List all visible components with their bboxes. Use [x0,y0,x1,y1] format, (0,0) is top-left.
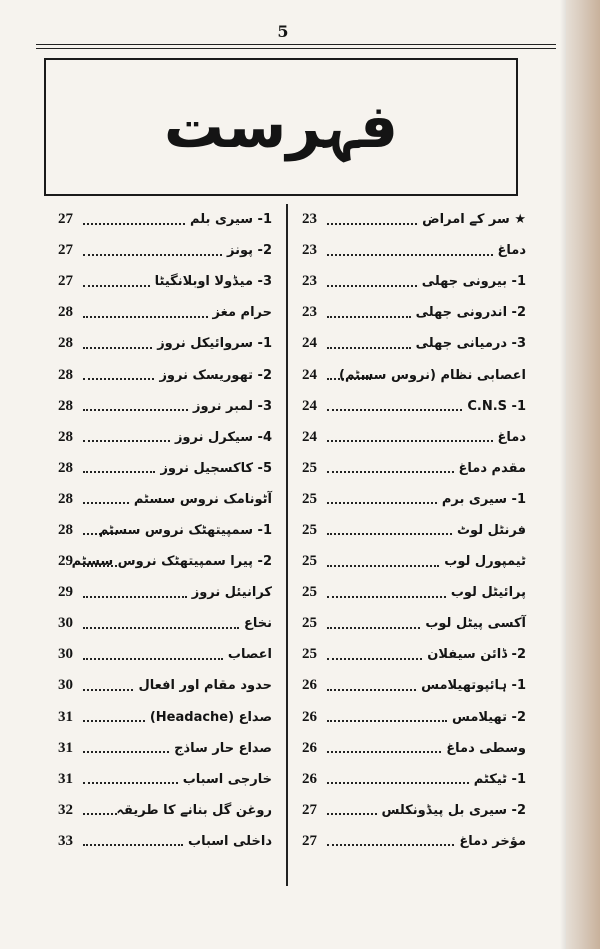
toc-entry-title: دماغ [497,243,526,259]
toc-page-number: 23 [302,242,317,259]
toc-entry [58,515,272,546]
toc-entry [58,297,272,328]
toc-entry [58,764,272,795]
toc-entry [302,328,526,359]
toc-entry-title: 1- ٹیکٹم [473,771,526,787]
toc-page-number: 23 [302,273,317,290]
toc-entry [58,639,272,670]
dot-leader [83,813,117,815]
toc-page-number: 23 [302,304,317,321]
toc-entry-title: صداع (Headache) [149,709,272,725]
dot-leader [83,347,152,349]
toc-entry-title: حرام مغز [212,305,272,321]
toc-page-number: 30 [58,615,73,632]
toc-entry [58,546,272,577]
toc-entry [58,702,272,733]
dot-leader [327,223,417,225]
toc-entry-title: خارجی اسباب [182,771,272,787]
toc-entry-title: آٹونامک نروس سسٹم [133,491,272,507]
dot-leader [327,502,437,504]
dot-leader [327,471,454,473]
toc-page-number: 27 [58,242,73,259]
toc-entry [58,359,272,390]
page-title: فہرست [163,92,399,162]
dot-leader [327,813,377,815]
toc-entry-title: 2- اندرونی جھلی [415,305,526,321]
toc-page-number: 25 [302,553,317,570]
dot-leader [327,627,420,629]
toc-entry [302,639,526,670]
dot-leader [83,254,222,256]
toc-page-number: 26 [302,677,317,694]
toc-right-column [302,204,526,864]
dot-leader [327,254,493,256]
toc-page-number: 25 [302,490,317,507]
dot-leader [83,720,145,722]
toc-entry [302,702,526,733]
toc-entry [58,422,272,453]
toc-entry-title: 2- تھوریسک نروز [159,367,272,383]
toc-entry [302,235,526,266]
dot-leader [327,316,411,318]
toc-page-number: 28 [58,428,73,445]
top-rule [36,44,556,45]
toc-page-number: 26 [302,770,317,787]
toc-page-number: 24 [302,428,317,445]
toc-entry-title: 3- درمیانی جھلی [415,336,526,352]
top-rule-secondary [36,48,556,49]
toc-entry [302,670,526,701]
book-spine-edge [566,0,600,949]
toc-entry [302,577,526,608]
dot-leader [83,689,133,691]
toc-entry-title: داخلی اسباب [188,833,272,849]
page-shadow [560,0,566,949]
dot-leader [327,689,416,691]
dot-leader [83,223,185,225]
toc-entry-title: وسطی دماغ [446,740,526,756]
toc-entry [302,359,526,390]
toc-entry [58,266,272,297]
toc-entry-title: مقدم دماغ [458,460,526,476]
toc-entry [58,670,272,701]
toc-entry [302,764,526,795]
toc-entry-title: پرائیٹل لوب [450,585,526,601]
toc-entry-title: 2- پیرا سمپیتھٹک نروس سسٹم [71,554,272,570]
toc-page-number: 28 [58,521,73,538]
toc-page-number: 25 [302,615,317,632]
toc-page-number: 32 [58,801,73,818]
dot-leader [327,720,447,722]
toc-page-number: 25 [302,646,317,663]
toc-entry-title: ٹیمپورل لوب [444,554,526,570]
dot-leader [83,658,223,660]
toc-entry-title: 1- سروائیکل نروز [157,336,272,352]
toc-left-column [58,204,272,864]
toc-entry-title: 1- بیرونی جھلی [421,274,526,290]
toc-entry [58,484,272,515]
toc-page-number: 29 [58,584,73,601]
toc-page-number: 23 [302,211,317,228]
toc-entry-title: فرنٹل لوٹ [456,522,526,538]
toc-page-number: 26 [302,708,317,725]
toc-entry-title: آکسی پیٹل لوب [425,616,526,632]
toc-page-number: 31 [58,708,73,725]
toc-entry-title: 2- سیری بل پیڈونکلس [381,802,526,818]
toc-entry-title: 1- سیری بلم [190,212,272,228]
toc-entry-title: 2- پونز [227,243,272,259]
toc-page-number: 30 [58,646,73,663]
toc-entry [302,733,526,764]
dot-leader [83,285,150,287]
dot-leader [83,502,129,504]
toc-entry [302,297,526,328]
toc-page-number: 29 [58,553,73,570]
toc-entry [302,608,526,639]
toc-entry-title: 5- کاکسجیل نروز [160,460,272,476]
title-box [44,58,518,196]
dot-leader [83,627,239,629]
toc-entry-title: ★ سر کے امراض [422,212,526,228]
toc-entry-title: اعصاب [227,647,272,663]
toc-entry-title: اعصابی نظام (نروس سسٹم) [339,367,526,383]
toc-entry-title: روغن گل بنانے کا طریقہ [116,802,272,818]
toc-entry [302,391,526,422]
toc-page-number: 24 [302,397,317,414]
toc-page-number: 31 [58,739,73,756]
toc-page-number: 24 [302,366,317,383]
toc-page-number: 25 [302,521,317,538]
toc-entry [302,453,526,484]
toc-page-number: 27 [58,273,73,290]
toc-page-number: 27 [302,801,317,818]
toc-entry-title: 3- لمبر نروز [192,398,272,414]
toc-entry [302,422,526,453]
toc-entry [58,235,272,266]
dot-leader [83,471,155,473]
dot-leader [327,347,411,349]
toc-page-number: 26 [302,739,317,756]
toc-page-number: 28 [58,459,73,476]
dot-leader [83,782,178,784]
toc-page-number: 24 [302,335,317,352]
toc-entry-title: 1- سیری برم [441,491,526,507]
dot-leader [327,285,417,287]
dot-leader [83,409,188,411]
toc-page-number: 25 [302,584,317,601]
toc-entry-title: 1- سمپیتھٹک نروس سسٹم [98,522,272,538]
toc-entry [58,453,272,484]
toc-entry [58,608,272,639]
toc-entry-title: نخاع [243,616,272,632]
toc-entry-title: مؤخر دماغ [459,833,526,849]
dot-leader [327,440,493,442]
toc-entry-title: C.N.S -1 [467,398,526,414]
dot-leader [83,596,187,598]
toc-page-number: 33 [58,832,73,849]
toc-entry [58,826,272,857]
toc-entry [302,515,526,546]
toc-entry-title: 1- ہائپوتھیلامس [421,678,526,694]
toc-entry [58,795,272,826]
toc-page-number: 28 [58,335,73,352]
dot-leader [327,409,462,411]
toc-page-number: 25 [302,459,317,476]
dot-leader [83,844,183,846]
toc-entry [302,266,526,297]
toc-entry [58,577,272,608]
toc-entry [302,204,526,235]
toc-page-number: 28 [58,304,73,321]
toc-page-number: 31 [58,770,73,787]
toc-entry [58,391,272,422]
toc-entry [302,484,526,515]
dot-leader [327,844,454,846]
dot-leader [327,782,469,784]
toc-entry-title: کرانیئل نروز [191,585,272,601]
dot-leader [327,596,446,598]
dot-leader [327,565,439,567]
toc-page-number: 27 [302,832,317,849]
toc-entry-title: حدود مقام اور افعال [138,678,272,694]
dot-leader [327,533,452,535]
dot-leader [327,751,441,753]
toc-entry-title: 2- ڈائن سیفلان [427,647,526,663]
toc-entry [302,826,526,857]
toc-entry [302,795,526,826]
toc-page-number: 27 [58,211,73,228]
dot-leader [327,658,422,660]
dot-leader [83,440,170,442]
toc-page-number: 28 [58,490,73,507]
toc-entry [302,546,526,577]
toc-entry-title: دماغ [497,429,526,445]
toc-page-number: 28 [58,366,73,383]
toc-page-number: 30 [58,677,73,694]
toc-entry-title: صداع حار ساذج [174,740,272,756]
column-divider [286,204,288,886]
page-number: 5 [277,22,289,41]
dot-leader [83,751,169,753]
toc-entry-title: 4- سیکرل نروز [174,429,272,445]
dot-leader [83,378,154,380]
toc-entry [58,328,272,359]
toc-page-number: 28 [58,397,73,414]
toc-entry-title: 2- تھیلامس [451,709,526,725]
dot-leader [83,316,208,318]
toc-entry [58,204,272,235]
toc-entry-title: 3- میڈولا اوبلانگیٹا [154,274,272,290]
toc-entry [58,733,272,764]
